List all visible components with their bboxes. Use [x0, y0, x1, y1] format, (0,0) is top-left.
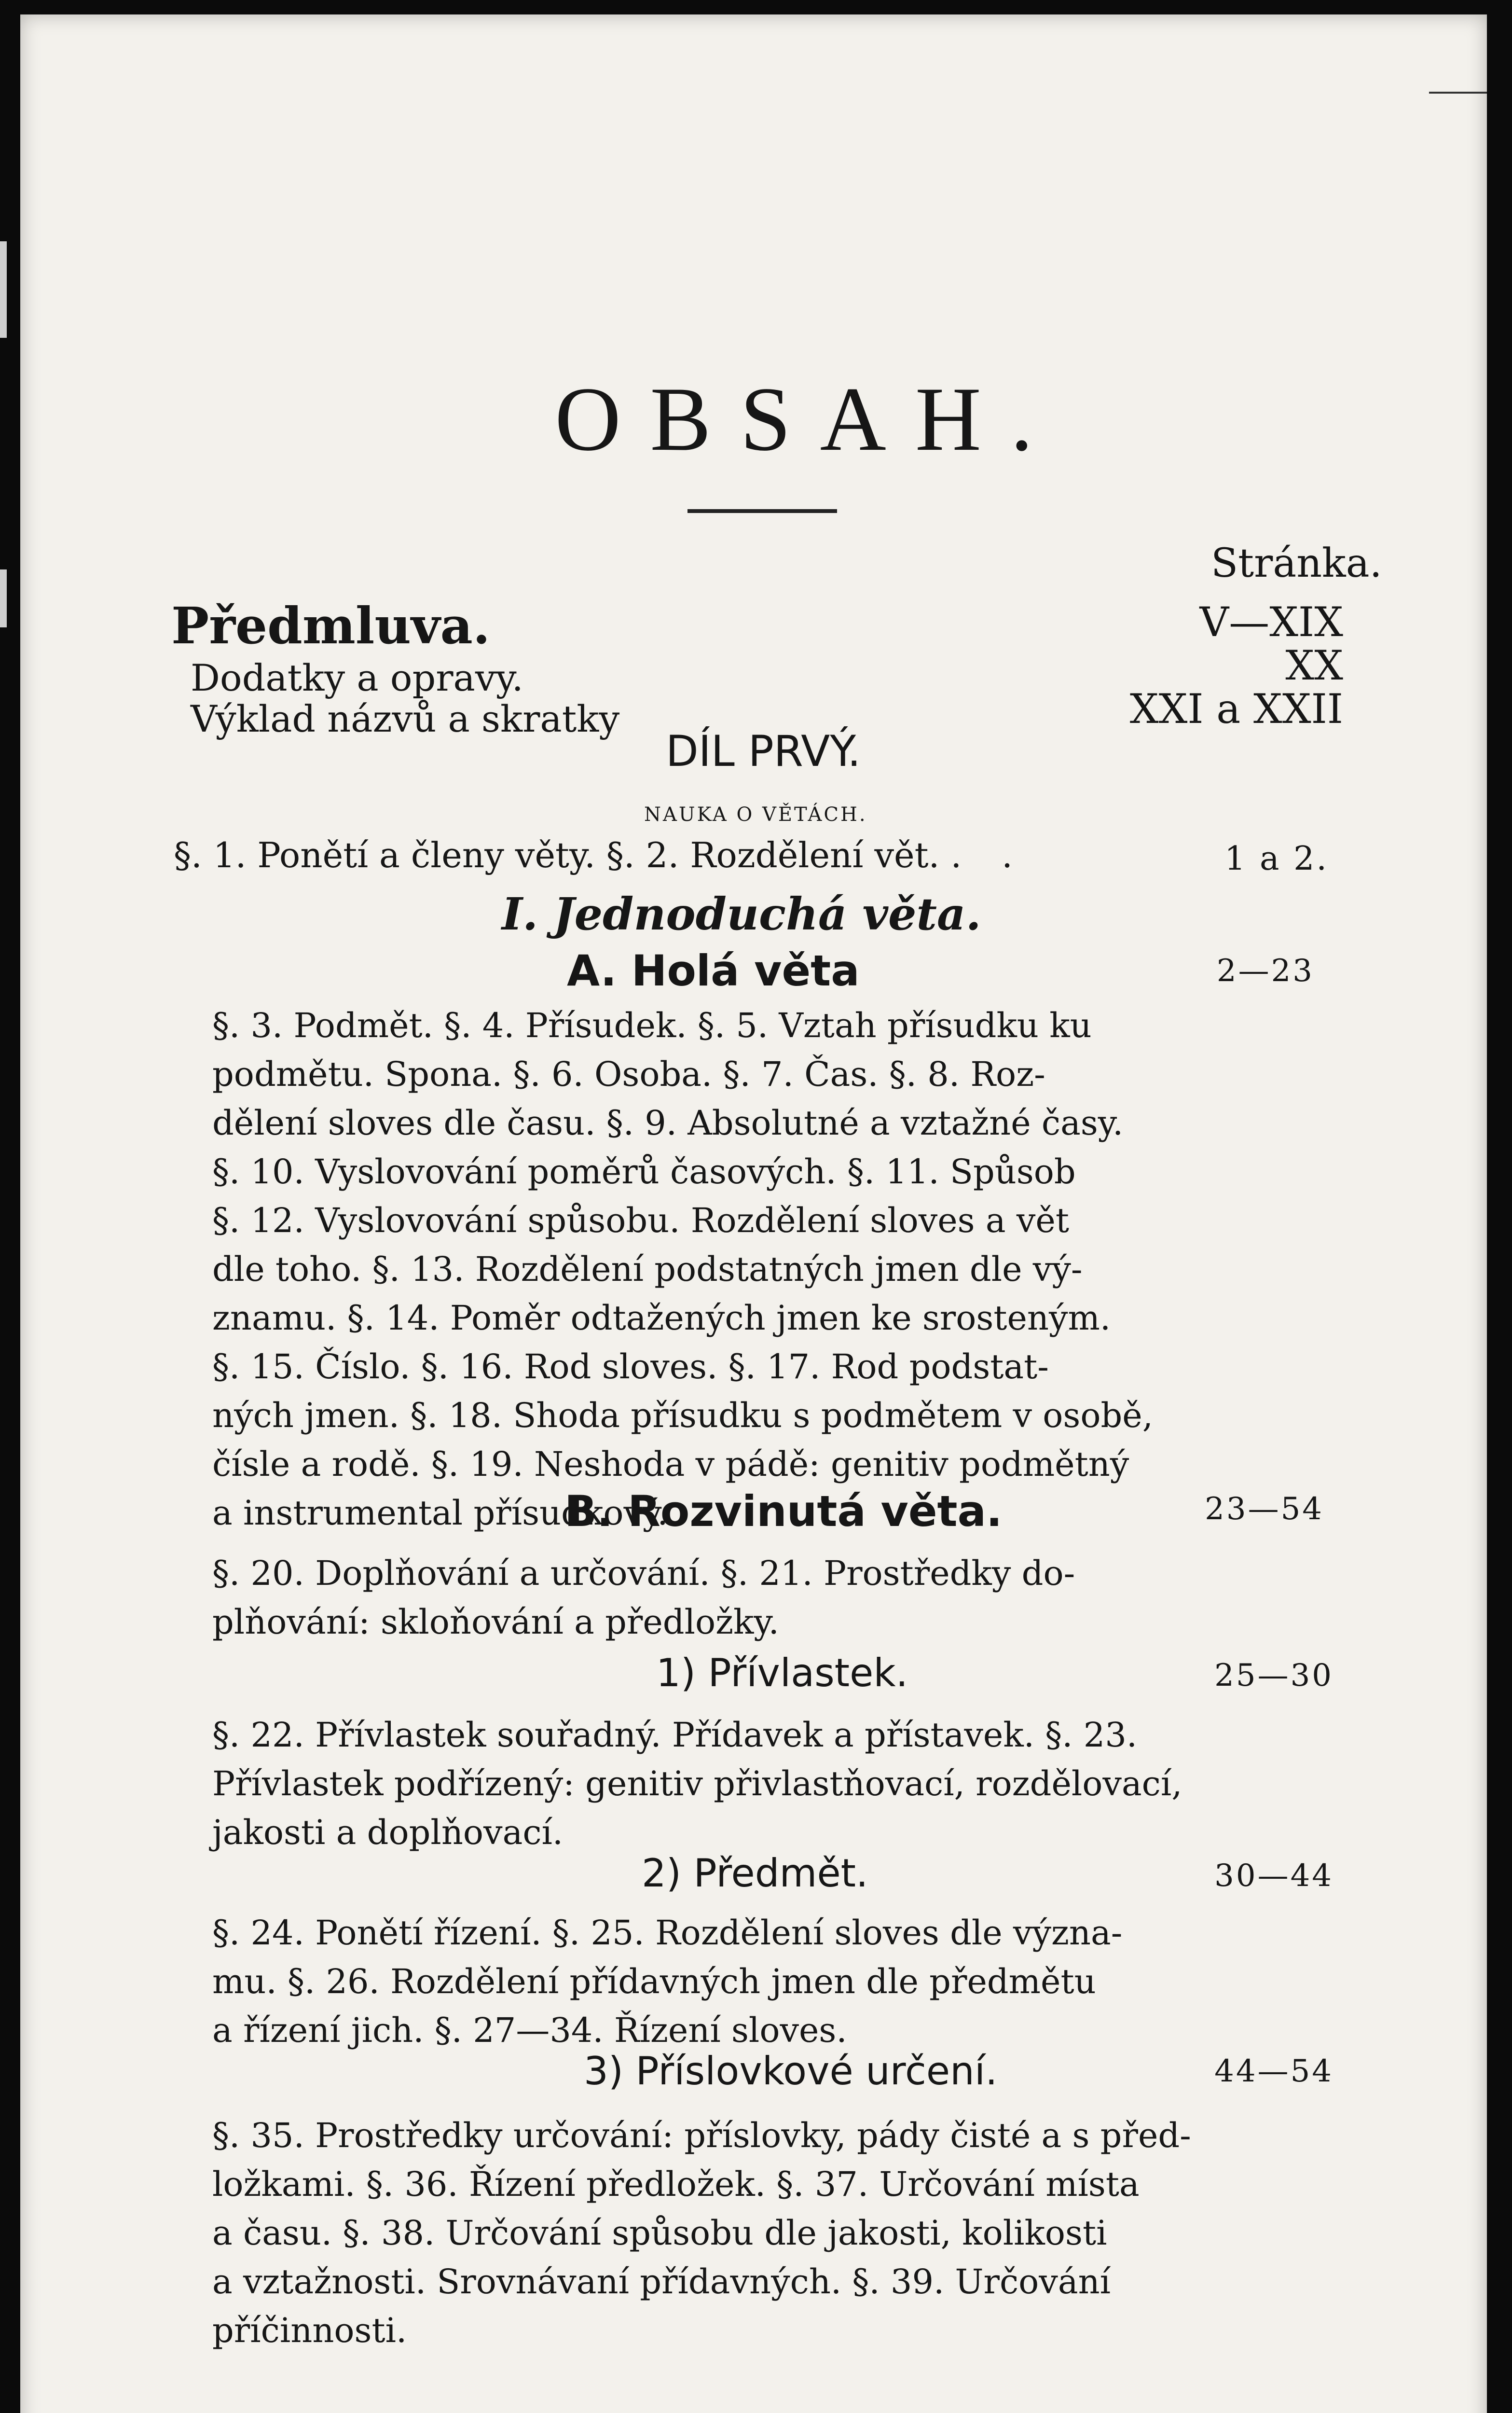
front-matter-label: Výklad názvů a skratky [191, 697, 620, 740]
chapter-title: I. Jednoduchá věta. [502, 888, 981, 940]
subsection-pages: 30—44 [1214, 1858, 1333, 1894]
text-line: podmětu. Spona. §. 6. Osoba. §. 7. Čas. §. 8. Roz- [212, 1054, 1045, 1094]
text-line: dle toho. §. 13. Rozdělení podstatných jmen dle vý- [212, 1249, 1083, 1289]
text-line: §. 15. Číslo. §. 16. Rod sloves. §. 17. Rod podstat- [212, 1347, 1049, 1387]
text-line: ložkami. §. 36. Řízení předložek. §. 37. Určování místa [212, 2164, 1140, 2204]
text-line: Přívlastek podřízený: genitiv přivlastňovací, rozdělovací, [212, 1764, 1182, 1803]
text-line: ných jmen. §. 18. Shoda přísudku s podmětem v osobě, [212, 1396, 1153, 1435]
section-pages: 23—54 [1205, 1491, 1324, 1527]
front-matter-label: Dodatky a opravy. [191, 656, 523, 699]
subsection-heading: 2) Předmět. [642, 1851, 868, 1896]
section-heading: B. Rozvinutá věta. [564, 1486, 1003, 1536]
toc-entry-pages: 1 a 2. [1224, 840, 1329, 878]
text-line: §. 10. Vyslovování poměrů časových. §. 11. Spůsob [212, 1152, 1076, 1192]
text-line: příčinnosti. [212, 2311, 407, 2350]
page-title: OBSAH. [555, 369, 1062, 470]
page-corner [1429, 14, 1487, 94]
part-subheading: NAUKA O VĚTÁCH. [644, 804, 867, 826]
subsection-body [212, 1909, 1122, 2055]
front-matter-pages: XX [1285, 642, 1343, 689]
text-line: a řízení jich. §. 27—34. Řízení sloves. [212, 2011, 847, 2050]
text-line: §. 12. Vyslovování spůsobu. Rozdělení sloves a vět [212, 1201, 1069, 1240]
text-line: znamu. §. 14. Poměr odtažených jmen ke srosteným. [212, 1298, 1111, 1338]
text-line: plňování: skloňování a předložky. [212, 1602, 779, 1642]
text-line: §. 24. Ponětí řízení. §. 25. Rozdělení sloves dle význa- [212, 1913, 1123, 1953]
text-line: §. 3. Podmět. §. 4. Přísudek. §. 5. Vztah přísudku ku [212, 1006, 1092, 1045]
subsection-heading: 3) Příslovkové určení. [584, 2049, 998, 2094]
text-line: a času. §. 38. Určování spůsobu dle jakosti, kolikosti [212, 2213, 1107, 2253]
text-line: mu. §. 26. Rozdělení přídavných jmen dle předmětu [212, 1962, 1096, 2001]
text-line: a vztažnosti. Srovnávaní přídavných. §. 39. Určování [212, 2262, 1111, 2302]
subsection-body [212, 1711, 1182, 1857]
section-body [212, 1001, 1153, 1538]
leader-dots: . . [950, 835, 1028, 875]
text-line: §. 20. Doplňování a určování. §. 21. Prostředky do- [212, 1553, 1075, 1593]
binding-mark [0, 569, 7, 627]
front-matter-label: Předmluva. [171, 596, 491, 655]
text-line: a instrumental přísudkový. [212, 1493, 668, 1533]
text-line: jakosti a doplňovací. [212, 1813, 564, 1852]
subsection-pages: 25—30 [1214, 1658, 1333, 1693]
toc-entry-text: §. 1. Ponětí a členy věty. §. 2. Rozdělení vět. [174, 835, 940, 875]
text-line: čísle a rodě. §. 19. Neshoda v pádě: genitiv podmětný [212, 1444, 1129, 1484]
toc-entry [174, 835, 1027, 875]
section-body [212, 1549, 1075, 1647]
title-rule [687, 509, 837, 513]
section-heading: A. Holá věta [567, 946, 860, 996]
part-heading: DÍL PRVÝ. [666, 726, 861, 776]
text-line: §. 22. Přívlastek souřadný. Přídavek a přístavek. §. 23. [212, 1715, 1138, 1755]
text-line: dělení sloves dle času. §. 9. Absolutné a vztažné časy. [212, 1103, 1124, 1143]
front-matter-pages: XXI a XXII [1129, 685, 1343, 733]
page-column-header: Stránka. [1211, 541, 1382, 586]
subsection-body [212, 2111, 1191, 2355]
subsection-pages: 44—54 [1214, 2053, 1333, 2089]
text-line: §. 35. Prostředky určování: příslovky, pády čisté a s před- [212, 2116, 1191, 2155]
section-pages: 2—23 [1216, 953, 1314, 989]
binding-mark [0, 241, 7, 338]
front-matter-pages: V—XIX [1199, 598, 1343, 646]
subsection-heading: 1) Přívlastek. [656, 1650, 908, 1695]
